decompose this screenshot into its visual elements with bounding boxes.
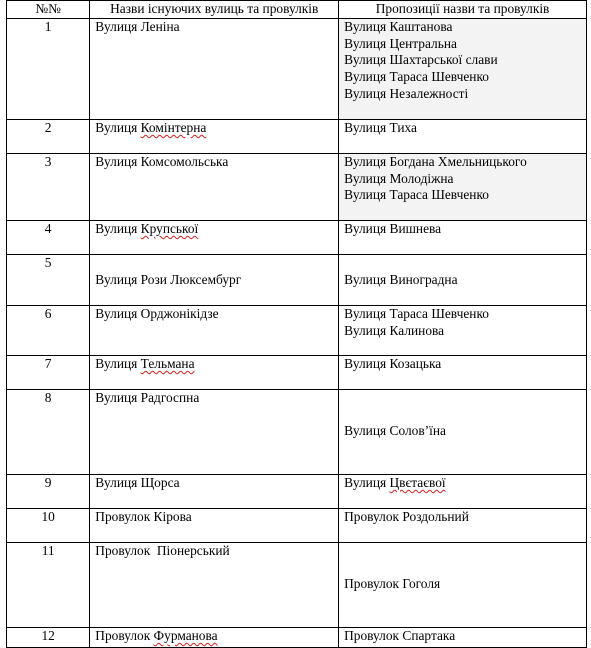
proposed-name: Провулок Роздольний [344, 508, 469, 524]
existing-name [90, 119, 339, 153]
proposed-name-prefix: Вулиця [344, 474, 390, 490]
table-row [7, 389, 587, 474]
row-number: 4 [7, 220, 90, 254]
existing-name-word: Фурманова [153, 627, 218, 643]
proposed-names [339, 474, 587, 508]
proposed-name: Вулиця Тиха [344, 119, 417, 135]
row-number: 6 [7, 305, 90, 355]
proposed-name: Вулиця Тараса Шевченко [344, 187, 489, 203]
table-row [7, 508, 587, 542]
table-row [7, 355, 587, 389]
existing-name: Вулиця Орджонікідзе [90, 305, 339, 355]
row-number: 9 [7, 474, 90, 508]
proposed-names [339, 18, 587, 119]
proposed-name: Вулиця Виноградна [344, 271, 458, 287]
table-row [7, 542, 587, 627]
existing-name-prefix: Вулиця [95, 220, 141, 236]
proposed-names [339, 220, 587, 254]
table-row [7, 119, 587, 153]
proposed-names [339, 627, 587, 647]
proposed-names [339, 508, 587, 542]
existing-name-prefix: Вулиця [95, 355, 141, 371]
existing-name [90, 220, 339, 254]
proposed-name: Провулок Гоголя [344, 576, 441, 592]
proposed-name: Вулиця Незалежності [344, 85, 469, 101]
existing-name: Провулок Піонерський [90, 542, 339, 627]
header-existing-names: Назви існуючих вулиць та провулків [90, 1, 339, 19]
proposed-name: Вулиця Богдана Хмельницького [344, 153, 527, 169]
proposed-name: Вулиця Каштанова [344, 18, 453, 34]
proposed-names [339, 119, 587, 153]
proposed-name: Вулиця Молодіжна [344, 170, 454, 186]
header-number: №№ [7, 1, 90, 19]
table-row [7, 627, 587, 647]
row-number: 11 [7, 542, 90, 627]
existing-name: Вулиця Радгоспна [90, 389, 339, 474]
proposed-names [339, 355, 587, 389]
row-number: 2 [7, 119, 90, 153]
existing-name-prefix: Провулок [95, 627, 154, 643]
proposed-name-word: Цвєтаєвої [389, 474, 446, 490]
proposed-names [339, 305, 587, 355]
proposed-names [339, 542, 587, 627]
table-row [7, 18, 587, 119]
proposed-name: Вулиця Вишнева [344, 220, 442, 236]
proposed-name: Провулок Спартака [344, 627, 456, 643]
proposed-name: Вулиця Козацька [344, 355, 442, 371]
row-number: 10 [7, 508, 90, 542]
row-number: 1 [7, 18, 90, 119]
proposed-name: Вулиця Центральна [344, 35, 457, 51]
streets-table [6, 0, 587, 648]
proposed-name: Вулиця Солов’їна [344, 423, 446, 439]
existing-name: Провулок Кірова [90, 508, 339, 542]
existing-name: Вулиця Комсомольська [90, 153, 339, 220]
proposed-names [339, 389, 587, 474]
table-row [7, 305, 587, 355]
table-row [7, 153, 587, 220]
proposed-names [339, 254, 587, 305]
existing-name: Вулиця Леніна [90, 18, 339, 119]
row-number: 5 [7, 254, 90, 305]
existing-name: Вулиця Щорса [90, 474, 339, 508]
table-row [7, 220, 587, 254]
row-number: 3 [7, 153, 90, 220]
header-row [7, 1, 587, 19]
proposed-name: Вулиця Шахтарської слави [344, 52, 498, 68]
proposed-name: Вулиця Тараса Шевченко [344, 69, 489, 85]
existing-name [90, 355, 339, 389]
existing-name-word: Комінтерна [140, 119, 207, 135]
existing-name-word: Крупської [140, 220, 199, 236]
proposed-names [339, 153, 587, 220]
table-row [7, 254, 587, 305]
proposed-name: Вулиця Калинова [344, 322, 445, 338]
existing-name-word: Тельмана [140, 355, 195, 371]
row-number: 7 [7, 355, 90, 389]
existing-name: Вулиця Рози Люксембург [90, 254, 339, 305]
header-proposed-names: Пропозиції назви та провулків [339, 1, 587, 19]
row-number: 12 [7, 627, 90, 647]
proposed-name: Вулиця Тараса Шевченко [344, 305, 489, 321]
existing-name-prefix: Вулиця [95, 119, 141, 135]
existing-name [90, 627, 339, 647]
row-number: 8 [7, 389, 90, 474]
table-row [7, 474, 587, 508]
